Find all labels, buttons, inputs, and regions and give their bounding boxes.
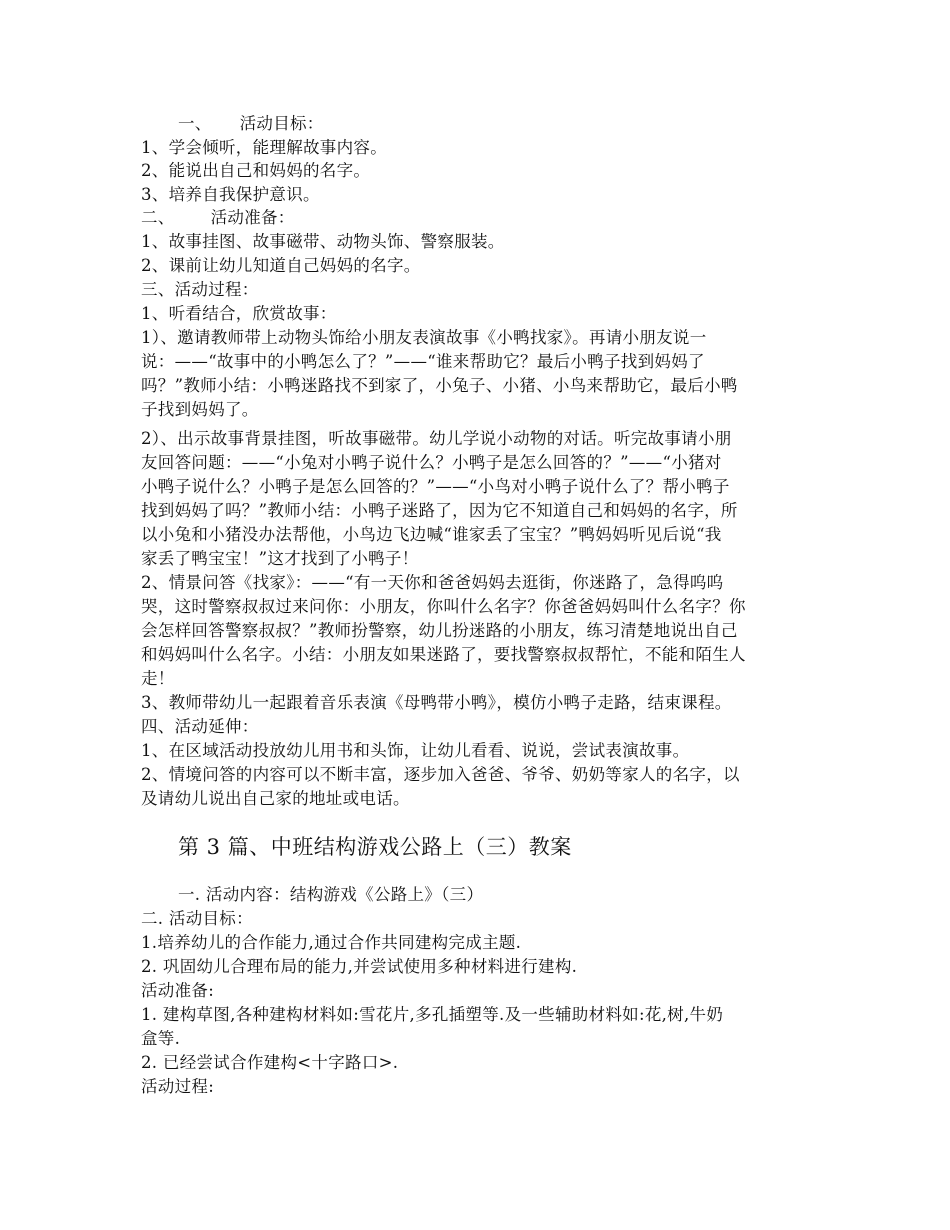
process-line: 哭，这时警察叔叔过来问你：小朋友，你叫什么名字？你爸爸妈妈叫什么名字？你 <box>141 597 746 616</box>
process-line: 子找到妈妈了。 <box>141 400 259 419</box>
prep-line-2: 2. 已经尝试合作建构<十字路口>. <box>141 1053 399 1072</box>
process-line: 友回答问题：——“小兔对小鸭子说什么？小鸭子是怎么回答的？”——“小猪对 <box>141 453 722 472</box>
prep-heading <box>141 206 295 230</box>
extension-heading: 四、活动延伸： <box>141 717 259 736</box>
goal-heading <box>178 112 324 136</box>
process-line: 找到妈妈了吗？”教师小结：小鸭子迷路了，因为它不知道自己和妈妈的名字，所 <box>141 501 738 520</box>
extension-line: 及请幼儿说出自己家的地址或电话。 <box>141 789 410 808</box>
goal-line: 2、能说出自己和妈妈的名字。 <box>141 161 371 180</box>
goal-line-2: 2. 巩固幼儿合理布局的能力,并尝试使用多种材料进行建构. <box>141 957 578 976</box>
prep-line: 1、故事挂图、故事磁带、动物头饰、警察服装。 <box>141 232 505 251</box>
article-title: 第 3 篇、中班结构游戏公路上（三）教案 <box>178 835 572 859</box>
process-line: 1）、邀请教师带上动物头饰给小朋友表演故事《小鸭找家》。再请小朋友说一 <box>141 328 707 347</box>
goal-heading-2: 二. 活动目标： <box>141 909 253 928</box>
goal-heading-text: 活动目标： <box>239 114 324 133</box>
prep-heading-text: 活动准备： <box>210 208 295 227</box>
process-line: 3、教师带幼儿一起跟着音乐表演《母鸭带小鸭》，模仿小鸭子走路，结束课程。 <box>141 693 732 712</box>
prep-heading-num: 二、 <box>141 208 175 227</box>
process-heading-2: 活动过程: <box>141 1077 215 1096</box>
extension-line: 1、在区域活动投放幼儿用书和头饰，让幼儿看看、说说，尝试表演故事。 <box>141 741 690 760</box>
goal-line: 3、培养自我保护意识。 <box>141 185 320 204</box>
process-line: 2、情景问答《找家》：——“有一天你和爸爸妈妈去逛街，你迷路了，急得呜呜 <box>141 573 724 592</box>
process-heading: 三、活动过程： <box>141 280 259 299</box>
process-line: 家丢了鸭宝宝！”这才找到了小鸭子！ <box>141 549 419 568</box>
prep-line-2: 盒等. <box>141 1029 181 1048</box>
extension-line: 2、情境问答的内容可以不断丰富，逐步加入爸爸、爷爷、奶奶等家人的名字，以 <box>141 765 740 784</box>
process-line: 以小兔和小猪没办法帮他，小鸟边飞边喊“谁家丢了宝宝？”鸭妈妈听见后说“我 <box>141 525 722 544</box>
process-line: 小鸭子说什么？小鸭子是怎么回答的？”——“小鸟对小鸭子说什么了？帮小鸭子 <box>141 477 730 496</box>
goal-line-2: 1.培养幼儿的合作能力,通过合作共同建构完成主题. <box>141 933 522 952</box>
process-line: 2）、出示故事背景挂图，听故事磁带。幼儿学说小动物的对话。听完故事请小朋 <box>141 429 732 448</box>
goal-heading-num: 一、 <box>178 114 212 133</box>
process-line: 1、听看结合，欣赏故事： <box>141 304 337 323</box>
content-line: 一. 活动内容：结构游戏《公路上》（三） <box>178 885 484 904</box>
prep-line: 2、课前让幼儿知道自己妈妈的名字。 <box>141 256 421 275</box>
prep-heading-2: 活动准备: <box>141 981 215 1000</box>
prep-line-2: 1. 建构草图,各种建构材料如:雪花片,多孔插塑等.及一些辅助材料如:花,树,牛奶 <box>141 1005 724 1024</box>
process-line: 说：——“故事中的小鸭怎么了？”——“谁来帮助它？最后小鸭子找到妈妈了 <box>141 352 705 371</box>
process-line: 走！ <box>141 669 175 688</box>
process-line: 会怎样回答警察叔叔？”教师扮警察，幼儿扮迷路的小朋友，练习清楚地说出自己 <box>141 621 738 640</box>
goal-line: 1、学会倾听，能理解故事内容。 <box>141 138 387 157</box>
process-line: 和妈妈叫什么名字。小结：小朋友如果迷路了，要找警察叔叔帮忙，不能和陌生人 <box>141 645 746 664</box>
process-line: 吗？”教师小结：小鸭迷路找不到家了，小兔子、小猪、小鸟来帮助它，最后小鸭 <box>141 376 738 395</box>
